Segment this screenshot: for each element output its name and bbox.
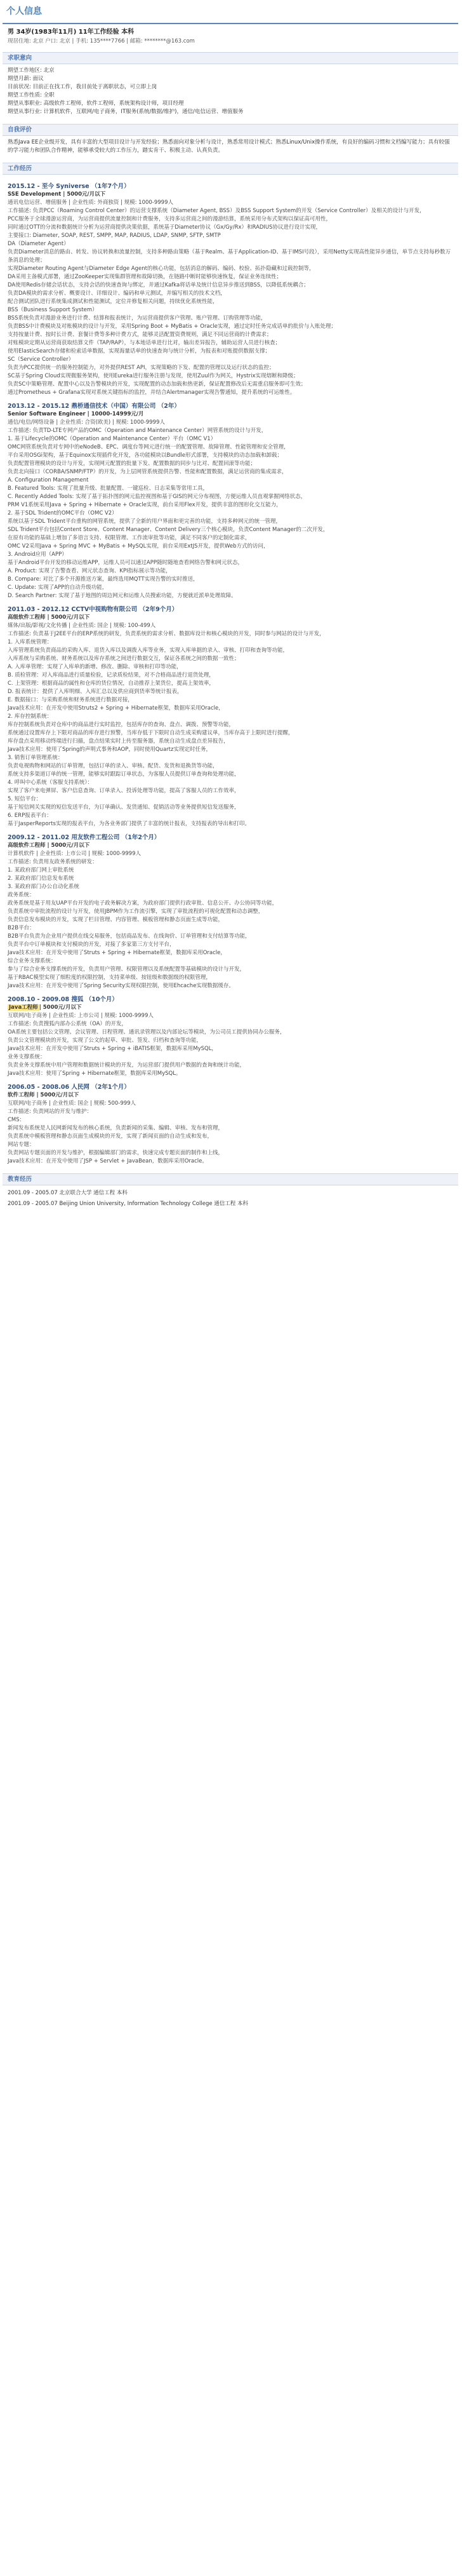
job-detail-line: 负责为PCC提供统一的服务控制能力，对外提供REST API，实现策略的下发、配置的管理以及运行状态的监控； bbox=[8, 365, 275, 371]
intent-line: 期望月薪: 面议 bbox=[8, 76, 44, 82]
job-detail-line: 对账模块定期从运营商获取结算文件（TAP/RAP），与本地话单进行比对，输出差异报告，辅助运营人员进行核查； bbox=[8, 340, 281, 346]
job-title: 2011.03 - 2012.12 CCTV中视购物有限公司 （2年9个月） bbox=[8, 606, 178, 613]
section-work-heading: 工作经历 bbox=[3, 163, 458, 175]
job-detail-line: 5. 短信平台： bbox=[8, 796, 42, 802]
job-detail-line: 系统以基于SDL Trident平台重构的网管系统，提供了全新的用户界面和更完善的功能，支持多种网元的统一管理， bbox=[8, 518, 282, 525]
job-detail-line: 同时通过OTT的分流和数据统计分析为运营商提供决策依据，系统基于Diameter协议（Gx/Gy/Rx）和RADIUS协议进行设计实现， bbox=[8, 224, 322, 231]
job-detail-line: B. 质检管理：对入库商品进行质量检验，记录质检结果，对不合格商品进行退货处理， bbox=[8, 672, 214, 678]
job-detail-line: 负责Diameter消息的路由、转发、协议转换和流量控制，支持多种路由策略（基于Realm、基于Application-ID、基于IMSI号段），采用Netty实现高性能异步通信，单节点支持每秒数万条消息的处理； bbox=[8, 249, 451, 264]
page-title: 个人信息 bbox=[3, 0, 458, 24]
job-detail-line: 主要接口: Diameter, SOAP, REST, SMPP, MAP, RADIUS, LDAP, SNMP, SFTP, SMTP bbox=[8, 233, 221, 239]
job-detail-line: 3. 销售订单管理系统： bbox=[8, 755, 63, 761]
job-title: 2006.05 - 2008.06 人民网 （2年1个月） bbox=[8, 1084, 130, 1091]
job-detail-line: 4. 呼叫中心系统（客服支持系统）： bbox=[8, 779, 93, 786]
job-detail-line: 支持按量计费、按时长计费、套餐计费等多种计费方式，能够灵活配置资费规则，满足不同运营商的计费需求； bbox=[8, 332, 272, 338]
job-detail-line: 负责系统中模板管理和静态页面生成模块的开发，实现了新闻页面的自动生成和发布， bbox=[8, 1133, 213, 1140]
job-detail-line: BSS系统负责对漫游业务进行计费、结算和报表统计，为运营商提供客户管理、账户管理、订购管理等功能， bbox=[8, 315, 267, 321]
edu-line: 2001.09 - 2005.07 北京联合大学 通信工程 本科 bbox=[8, 1190, 128, 1196]
job-detail-line: 基于短信网关实现的短信发送平台，为订单确认、发货通知、促销活动等业务提供短信发送服务， bbox=[8, 804, 240, 811]
job-detail-line: 综合业务支撑系统： bbox=[8, 958, 56, 964]
job-detail-line: A. Configuration Management bbox=[8, 477, 89, 483]
intent-line: 期望工作性质: 全职 bbox=[8, 92, 55, 98]
job-title: 2013.12 - 2015.12 鼎桥通信技术（中国）有限公司 （2年） bbox=[8, 403, 180, 410]
job-detail-line: 工作描述: 负责TD-LTE专网产品的OMC（Operation and Maintenance Center）网管系统的设计与开发， bbox=[8, 428, 267, 434]
job-detail-line: 工作描述: 负责网站的开发与维护： bbox=[8, 1109, 93, 1115]
job-detail-line: Java技术应用：使用了Spring的声明式事务和AOP，同时使用Quartz实现定时任务， bbox=[8, 746, 211, 753]
self-eval-text: 熟悉Java EE企业级开发，具有丰富的大型项目设计与开发经验；熟悉面向对象分析与设计，熟悉常用设计模式；熟悉Linux/Unix操作系统，有良好的编码习惯和文档编写能力；具有较强的学习能力和团队合作精神，能够承受较大的工作压力，踏实肯干、积极主动、认真负责。 bbox=[8, 139, 450, 154]
intent-line: 期望从事职业: 高级软件工程师，软件工程师，系统架构设计师，项目经理 bbox=[8, 100, 184, 107]
job-detail-line: DA使用Redis存储会话状态，支持会话的快速查询与绑定，并通过Kafka将话单及统计信息异步推送到BSS，以降低系统耦合； bbox=[8, 282, 309, 288]
job-detail-line: 网站专题： bbox=[8, 1142, 35, 1148]
job-detail-line: SC（Service Controller） bbox=[8, 356, 74, 363]
intent-line: 期望工作地区: 北京 bbox=[8, 67, 55, 74]
basic-info bbox=[3, 24, 458, 47]
job-detail-line: 1. 某政府部门网上审批系统 bbox=[8, 867, 74, 873]
job-detail-line: 实现了客户来电弹屏、客户信息查询、订单录入、投诉处理等功能，提高了客服人员的工作效率， bbox=[8, 788, 240, 794]
name-line: 男 34岁(1983年11月) 11年工作经验 本科 bbox=[8, 29, 135, 36]
section-intent bbox=[3, 64, 458, 119]
job-detail-line: 基于JasperReports实现的报表平台，为各业务部门提供了丰富的统计报表，支持报表的导出和打印。 bbox=[8, 821, 250, 827]
job-detail-line: D. Search Partner: 实现了基于地图的周边网元和运维人员搜索功能，方便就近派单处理故障。 bbox=[8, 593, 237, 599]
section-edu-heading: 教育经历 bbox=[3, 1173, 458, 1185]
job-detail-line: 基于RBAC模型实现了细粒度的权限控制，支持菜单级、按钮级和数据级的权限管理， bbox=[8, 974, 211, 981]
job-title: 2015.12 - 至今 Syniverse （1年7个月） bbox=[8, 183, 130, 190]
job-detail-line: 负责配置管理模块的设计与开发，实现网元配置的批量下发、配置数据的同步与比对、配置回滚等功能； bbox=[8, 461, 256, 467]
job-detail-line: B. Compare: 对比了多个开源推送方案，最终选用MQTT实现告警的实时推送， bbox=[8, 576, 199, 583]
job-detail-line: 2. 库存控制系统： bbox=[8, 713, 53, 720]
job-detail-line: Java技术应用：在开发中使用了JSP + Servlet + JavaBean，数据库采用Oracle。 bbox=[8, 1158, 208, 1164]
job-detail-line: 库存盘点采用移动终端进行扫描，盘点结果实时上传至服务器，系统自动生成盘点差异报告， bbox=[8, 738, 229, 745]
job-detail-line: Java技术应用：在开发中使用了Struts + Spring + Hibernate框架，数据库采用Oracle， bbox=[8, 950, 226, 956]
job-detail-line: 新闻发布系统是人民网新闻发布的核心系统，负责新闻的采集、编辑、审核、发布和管理， bbox=[8, 1125, 224, 1131]
job-detail-line: 入库管理系统负责商品的采购入库、退货入库以及调拨入库等业务，实现入库单据的录入、审核、打印和查询等功能， bbox=[8, 647, 289, 654]
job-detail-line: 系统支持多渠道订单的统一管理，能够实时跟踪订单状态，为客服人员提供订单查询和处理功能， bbox=[8, 771, 240, 778]
job-detail-line: 配合测试团队进行系统集成测试和性能测试，定位并修复相关问题，持续优化系统性能， bbox=[8, 299, 218, 305]
job-detail-line: 通讯电信运营、增值服务 | 企业性质: 外商独资 | 规模: 1000-9999人 bbox=[8, 199, 173, 206]
job-title: 2008.10 - 2009.08 搜狐 （10个月） bbox=[8, 996, 118, 1003]
job-detail-line: 系统通过设置库存上下限对商品的库存进行预警，当库存低于下限时自动生成采购建议单，当库存高于上限时进行提醒， bbox=[8, 730, 294, 736]
job-position: 高级软件工程师 | 5000元/月以下 bbox=[8, 842, 90, 849]
job-detail-line: 基于Android平台开发的移动运维APP，运维人员可以通过APP随时随地查看网络告警和网元状态， bbox=[8, 560, 243, 566]
job-detail-line: 负责业务支撑系统中用户管理和数据统计模块的开发，为运营部门提供用户数据的查询和统计功能， bbox=[8, 1062, 246, 1069]
job-position: 高级软件工程师 | 5000元/月以下 bbox=[8, 614, 90, 621]
job-detail-line: 负责北向接口（CORBA/SNMP/FTP）的开发，为上层网管系统提供告警、性能和配置数据，满足运营商的集成需求， bbox=[8, 469, 287, 475]
intent-line: 期望从事行业: 计算机软件，互联网/电子商务，IT服务(系统/数据/维护)，通信/电信运营、增值服务 bbox=[8, 109, 244, 115]
job-detail-line: 业务支撑系统： bbox=[8, 1054, 46, 1060]
section-eval bbox=[3, 136, 458, 158]
section-eval-heading: 自我评价 bbox=[3, 124, 458, 136]
section-intent-heading: 求职意向 bbox=[3, 52, 458, 64]
job-detail-line: 负责SC中策略管理、配置中心以及告警模块的开发，实现配置的动态加载和热更新，保证配置修改后无需重启服务即可生效； bbox=[8, 381, 307, 388]
job-detail-line: 负责公文管理模块的开发，实现了公文的起草、审批、签发、归档和查询等功能， bbox=[8, 1037, 202, 1044]
job-detail-line: 平台采用OSGi架构，基于Equinox实现插件化开发，各功能模块以Bundle形式部署，支持模块的动态加载和卸载； bbox=[8, 452, 283, 459]
job-detail-line: 6. ERP报表平台： bbox=[8, 813, 52, 819]
job-position bbox=[8, 1004, 453, 1012]
job-detail-line: B2B平台： bbox=[8, 925, 35, 931]
job-detail-line: 库存控制系统负责对仓库中的商品进行实时监控，包括库存的查询、盘点、调拨、预警等功能， bbox=[8, 722, 235, 728]
job-detail-line: 通信/电信/网络设备 | 企业性质: 合资(欧美) | 规模: 1000-9999人 bbox=[8, 419, 165, 426]
job-detail-line: PRM V1系统采用Java + Spring + Hibernate + Oracle实现，前台采用Flex开发，提供丰富的图形化交互能力， bbox=[8, 502, 282, 508]
job-detail-line: CMS： bbox=[8, 1117, 25, 1123]
job-detail-line: PCC服务于全球漫游运营商，为运营商提供流量控制和计费服务，支持多运营商之间的漫游结算，系统采用分布式架构以保证高可用性， bbox=[8, 216, 332, 222]
job-title: 2009.12 - 2011.02 用友软件工程公司 （1年2个月） bbox=[8, 834, 161, 841]
job-position: 软件工程师 | 5000元/月以下 bbox=[8, 1092, 79, 1098]
job-detail-line: Java技术应用：使用了Spring + Hibernate框架，数据库采用MySQL。 bbox=[8, 1070, 182, 1077]
job-detail-line: 工作描述: 负责基于J2EE平台的ERP系统的研发，负责系统的需求分析、数据库设计和核心模块的开发，同时参与网站的设计与开发， bbox=[8, 631, 325, 637]
job-detail-line: Java技术应用：在开发中使用了Struts + Spring + iBATIS框架，数据库采用MySQL， bbox=[8, 1046, 217, 1052]
job-detail-line: 工作描述: 负责PCC（Roaming Control Center）的运营支撑系统（Diameter Agent, BSS）及BSS Support System的开发（Service Controller）及相关的设计与开发， bbox=[8, 208, 425, 214]
job-detail-line: 政务系统是基于用友UAP平台开发的电子政务解决方案，为政府部门提供行政审批、信息公开、办公协同等功能， bbox=[8, 900, 278, 907]
job-detail-line: DA采用主备模式部署，通过ZooKeeper实现集群管理和故障切换，在链路中断时能够快速恢复，保证业务连续性； bbox=[8, 274, 282, 280]
job-detail-line: C. 上架管理：根据商品的属性和仓库的货位情况，自动推荐上架货位，提高上架效率， bbox=[8, 680, 214, 687]
job-detail-line: 使用ElasticSearch存储和检索话单数据，实现海量话单的快速查询与统计分析，为报表和对账提供数据支撑； bbox=[8, 348, 270, 354]
job-detail-line: 负责DA模块的需求分析、概要设计、详细设计、编码和单元测试，并编写相关的技术文档， bbox=[8, 290, 226, 297]
job-detail-line: C. Update: 实现了APP的自动升级功能， bbox=[8, 584, 108, 591]
job-detail-line: Java技术应用：在开发中使用Struts2 + Spring + Hibernate框架，数据库采用Oracle， bbox=[8, 705, 224, 711]
job-detail-line: BSS（Business Support System） bbox=[8, 307, 98, 313]
job-detail-line: 3. 某政府部门办公自动化系统 bbox=[8, 884, 79, 890]
section-work bbox=[3, 175, 458, 1168]
job-detail-line: 1. 入库系统管理： bbox=[8, 639, 53, 645]
job-detail-line: B2B平台负责为企业用户提供在线交易服务，包括商品发布、在线询价、订单管理和支付结算等功能， bbox=[8, 933, 251, 940]
job-detail-line: OA系统主要包括公文管理、会议管理、日程管理、通讯录管理以及内部论坛等模块，为公司员工提供协同办公服务， bbox=[8, 1029, 286, 1035]
section-edu bbox=[3, 1185, 458, 1212]
edu-line: 2001.09 - 2005.07 Beijing Union University, Information Technology College 通信工程 本科 bbox=[8, 1201, 248, 1207]
intent-line: 目前状况: 目前正在找工作，我目前处于离职状态，可立即上岗 bbox=[8, 84, 157, 90]
job-detail-line: C. Recently Added Tools: 实现了基于拓扑图的网元监控视图和基于GIS的网元分布视图，方便运维人员直观掌握网络状态， bbox=[8, 494, 307, 500]
job-detail-line: DA（Diameter Agent） bbox=[8, 241, 69, 247]
job-position: Senior Software Engineer | 10000-14999元/月 bbox=[8, 411, 144, 417]
job-detail-line: 负责系统中审批流程的设计与开发，使用JBPM作为工作流引擎，实现了审批流程的可视化配置和动态调整， bbox=[8, 908, 264, 915]
job-detail-line: 在原有功能的基础上增加了多语言支持、权限管理、工作流审批等功能，满足不同客户的定制化需求， bbox=[8, 535, 251, 541]
job-detail-line: 参与了综合业务支撑系统的开发，负责用户管理、权限管理以及系统配置等基础模块的设计与开发， bbox=[8, 966, 246, 973]
job-detail-line: 1. 基于Lifecycle的OMC（Operation and Maintenance Center）平台（OMC V1） bbox=[8, 436, 216, 442]
job-position: SSE Development | 5000元/月以下 bbox=[8, 191, 106, 198]
job-detail-line: 工作描述: 负责用友政务系统的研发： bbox=[8, 859, 98, 865]
job-detail-line: D. 报表统计：提供了入库明细、入库汇总以及供应商到货率等统计报表， bbox=[8, 689, 183, 695]
job-detail-line: 负责信息发布模块的开发，实现了栏目管理、内容管理、模板管理和静态页面生成等功能， bbox=[8, 917, 224, 923]
job-position-salary: | 5000元/月以下 bbox=[39, 1004, 82, 1011]
job-detail-line: A. Product: 实现了告警查看、网元状态查询、KPI指标展示等功能， bbox=[8, 568, 171, 574]
job-detail-line: 2. 某政府部门信息发布系统 bbox=[8, 875, 74, 882]
job-detail-line: 互联网/电子商务 | 企业性质: 上市公司 | 规模: 1000-9999人 bbox=[8, 1013, 154, 1019]
job-detail-line: B. Featured Tools: 实现了批量升级、批量配置、一键巡检、日志采集等常用工具， bbox=[8, 485, 208, 492]
job-detail-line: 通过Prometheus + Grafana实现对系统关键指标的监控，并结合Alertmanager实现告警通知，提升系统的可运维性。 bbox=[8, 389, 296, 396]
contact-line: 现居住地: 北京 户口: 北京 | 手机: 135****7766 | 邮箱: ********@163.com bbox=[8, 38, 195, 44]
job-detail-line: OMC网管系统负责对专网中的eNodeB、EPC、调度台等网元进行统一的配置管理、故障管理、性能管理和安全管理， bbox=[8, 444, 289, 450]
job-detail-line: 负责网站专题页面的开发与维护，根据编辑部门的需求，快速完成专题页面的制作和上线， bbox=[8, 1150, 224, 1156]
job-detail-line: 负责电视购物和网站的订单管理，包括订单的录入、审核、配货、发货和退换货等功能， bbox=[8, 763, 218, 769]
job-detail-line: SC基于Spring Cloud实现微服务架构，使用Eureka进行服务注册与发现，使用Zuul作为网关，Hystrix实现熔断和降级； bbox=[8, 373, 299, 379]
job-detail-line: 负责平台中订单模块和支付模块的开发，对接了多家第三方支付平台， bbox=[8, 941, 175, 948]
job-detail-line: SDL Trident平台包括Content Store、Content Manager、Content Delivery三个核心模块，负责Content Manager的二次开发， bbox=[8, 527, 329, 533]
job-detail-line: 互联网/电子商务 | 企业性质: 国企 | 规模: 500-999人 bbox=[8, 1100, 136, 1107]
job-detail-line: A. 入库单管理：实现了入库单的新增、修改、删除、审核和打印等功能， bbox=[8, 664, 182, 670]
job-detail-line: 负责BSS中计费模块及对账模块的设计与开发，采用Spring Boot + MyBatis + Oracle实现，通过定时任务完成话单的批价与入账处理； bbox=[8, 323, 336, 330]
job-detail-line: 实现Diameter Routing Agent与Diameter Edge Agent的核心功能，包括消息的解码、编码、校验、拓扑隐藏和过载控制等， bbox=[8, 266, 315, 272]
job-detail-line: E. 数据接口：与采购系统和财务系统进行数据对接， bbox=[8, 697, 133, 703]
job-detail-line: 政务系统： bbox=[8, 892, 35, 898]
job-detail-line: OMC V2采用Java + Spring MVC + MyBatis + MySQL实现，前台采用ExtJS开发，提供Web方式的访问， bbox=[8, 543, 269, 550]
job-detail-line: 2. 基于SDL Trident的OMC平台（OMC V2） bbox=[8, 510, 117, 516]
job-detail-line: 工作描述: 负责搜狐内部办公系统（OA）的开发， bbox=[8, 1021, 127, 1027]
job-detail-line: Java技术应用：在开发中使用了Spring Security实现权限控制，使用Ehcache实现数据缓存。 bbox=[8, 983, 234, 989]
job-detail-line: 入库系统与采购系统、财务系统以及库存系统之间进行数据交互，保证各系统之间的数据一致性； bbox=[8, 656, 240, 662]
job-detail-line: 3. Android应用（APP） bbox=[8, 551, 67, 558]
job-detail-line: 计算机软件 | 企业性质: 上市公司 | 规模: 1000-9999人 bbox=[8, 851, 141, 857]
job-detail-line: 媒体/出版/影视/文化传播 | 企业性质: 国企 | 规模: 100-499人 bbox=[8, 623, 156, 629]
job-position-highlight: Java工程师 bbox=[9, 1004, 38, 1011]
